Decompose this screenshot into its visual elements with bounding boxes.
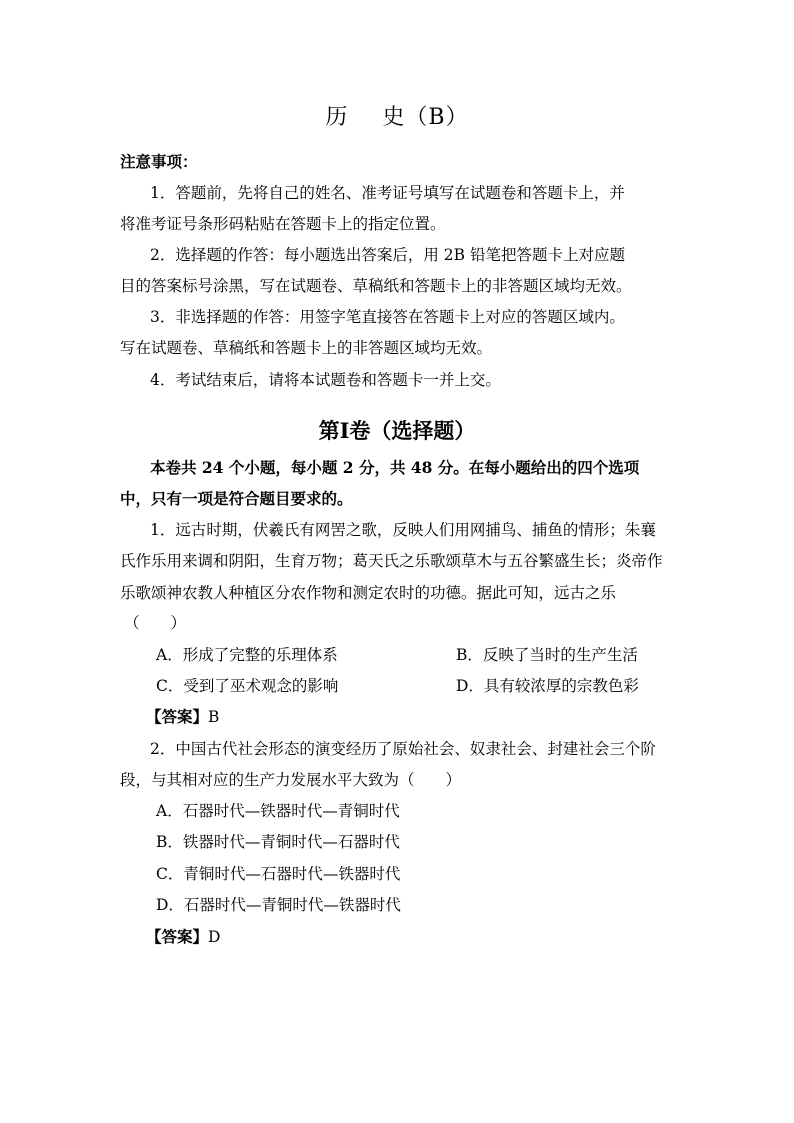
notice-4-line-1: 4．考试结束后，请将本试题卷和答题卡一并上交。 (150, 371, 501, 389)
q2-stem-line-2: 段，与其相对应的生产力发展水平大致为（ ） (120, 771, 462, 789)
q1-answer (146, 707, 219, 727)
notice-1-line-1: 1．答题前，先将自己的姓名、准考证号填写在试题卷和答题卡上，并 (150, 184, 625, 202)
q1-option-c: C．受到了巫术观念的影响 (156, 677, 339, 695)
notice-3-line-2: 写在试题卷、草稿纸和答题卡上的非答题区域均无效。 (120, 339, 493, 357)
q2-answer-label: 【答案】 (146, 927, 209, 946)
q2-answer-value: D (208, 928, 221, 946)
q1-answer-label: 【答案】 (146, 707, 209, 726)
notice-2-line-2: 目的答案标号涂黑，写在试题卷、草稿纸和答题卡上的非答题区域均无效。 (120, 277, 632, 295)
q2-stem-line-1: 2．中国古代社会形态的演变经历了原始社会、奴隶社会、封建社会三个阶 (150, 740, 656, 758)
q1-stem-line-1: 1．远古时期，伏羲氏有网罟之歌，反映人们用网捕鸟、捕鱼的情形；朱襄 (150, 521, 656, 539)
q2-answer (146, 927, 220, 947)
notice-3-line-1: 3．非选择题的作答：用签字笔直接答在答题卡上对应的答题区域内。 (150, 308, 625, 326)
notice-heading: 注意事项： (120, 152, 198, 171)
document-title (0, 104, 794, 132)
q1-stem-line-2: 氏作乐用来调和阴阳，生育万物；葛天氏之乐歌颂草木与五谷繁盛生长；炎帝作 (120, 552, 663, 570)
q1-answer-value: B (208, 708, 220, 726)
q1-option-b: B．反映了当时的生产生活 (456, 646, 638, 664)
title-part-2: 史（B） (382, 105, 469, 130)
title-part-1: 历 (325, 105, 349, 130)
q2-option-a: A．石器时代—铁器时代—青铜时代 (156, 802, 400, 820)
q2-option-b: B．铁器时代—青铜时代—石器时代 (156, 833, 400, 851)
notice-2-line-1: 2．选择题的作答：每小题选出答案后，用 2B 铅笔把答题卡上对应题 (150, 246, 625, 264)
section-title: 第Ⅰ卷（选择题） (318, 418, 476, 443)
q2-option-c: C．青铜时代—石器时代—铁器时代 (156, 865, 401, 883)
section-intro-line-1: 本卷共 24 个小题，每小题 2 分，共 48 分。在每小题给出的四个选项 (150, 458, 640, 477)
q2-option-d: D．石器时代—青铜时代—铁器时代 (156, 896, 401, 914)
q1-stem-line-3: 乐歌颂神农教人种植区分农作物和测定农时的功德。据此可知，远古之乐 (120, 584, 617, 602)
q1-option-a: A．形成了完整的乐理体系 (156, 646, 338, 664)
notice-1-line-2: 将准考证号条形码粘贴在答题卡上的指定位置。 (120, 215, 446, 233)
q1-option-d: D．具有较浓厚的宗教色彩 (456, 677, 639, 695)
q1-answer-blank: （ ） (124, 614, 187, 632)
section-intro-line-2: 中，只有一项是符合题目要求的。 (120, 489, 353, 508)
